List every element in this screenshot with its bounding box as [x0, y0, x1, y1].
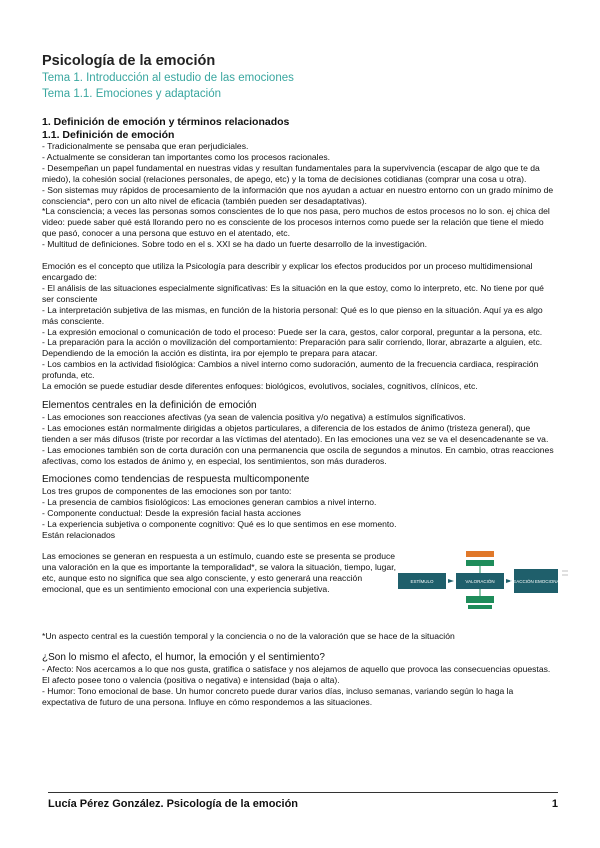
paragraph: - La preparación para la acción o movilización del comportamiento: Preparación para salir corriendo, llorar, abrazarte a alguien, etc. Dependiendo de la emoción la acción es distinta, ira por ejemplo te prepara para atacar. — [42, 337, 543, 359]
page-footer — [48, 792, 558, 815]
paragraph: - Desempeñan un papel fundamental en nuestras vidas y resultan fundamentales para la supervivencia (escapar de algo que te da miedo), la cohesión social (relaciones personales, de apego, etc) y la toma de decisiones cotidianas (comprar una cosa u otra). — [42, 162, 540, 184]
paragraph-group-components — [42, 486, 558, 541]
paragraph: - La presencia de cambios fisiológicos: Las emociones generan cambios a nivel interno. — [42, 497, 377, 508]
paragraph: - La expresión emocional o comunicación de todo el proceso: Puede ser la cara, gestos, calor corporal, preguntar a la persona, etc. — [42, 326, 543, 337]
section-heading: 1. Definición de emoción y términos relacionados — [42, 116, 290, 128]
page-number: 1 — [551, 798, 558, 810]
diagram-bottom-box — [466, 596, 494, 603]
section-heading: Elementos centrales en la definición de emoción — [42, 399, 257, 411]
paragraph-group-elements — [42, 412, 558, 467]
paragraph: - Las emociones están normalmente dirigidas a objetos particulares, a diferencia de los estados de ánimo (tristeza general), que tienden a ser más difusos (triste por recordar a las víctimas del atentado). En las emociones una vez se va el desencadenante se va. — [42, 422, 549, 444]
paragraph: - Actualmente se consideran tan importantes como los procesos racionales. — [42, 151, 331, 162]
paragraph: - Afecto: Nos acercamos a lo que nos gusta, gratifica o satisface y nos alejamos de aquello que provoca las consecuencias opuestas. — [42, 663, 551, 674]
paragraph: - Las emociones también son de corta duración con una permanencia que oscila de segundos a minutos. En cambio, otras reacciones afectivas, como los estados de ánimo y, en especial, los sentimientos, son más duraderos. — [42, 444, 554, 466]
paragraph: - La interpretación subjetiva de las mismas, en función de la historia personal: Qué es lo que pienso en la situación. Aquí ya es algo más consciente. — [42, 304, 543, 326]
diagram-top-box — [466, 551, 494, 557]
subtopic-title: Tema 1.1. Emociones y adaptación — [42, 88, 221, 100]
paragraph: - La experiencia subjetiva o componente cognitivo: Qué es lo que sentimos en ese momento. — [42, 519, 397, 530]
section-heading: ¿Son lo mismo el afecto, el humor, la emoción y el sentimiento? — [42, 651, 325, 663]
diagram-box-appraisal-label: VALORACIÓN — [465, 579, 495, 584]
paragraph: Los tres grupos de componentes de las emociones son por tanto: — [42, 486, 292, 497]
diagram-bottom-box-2 — [468, 605, 492, 609]
document-page — [42, 52, 563, 708]
paragraph-group-definition — [42, 141, 558, 250]
paragraph: - Multitud de definiciones. Sobre todo en el s. XXI se ha dado un fuerte desarrollo de la investigación. — [42, 239, 428, 250]
diagram-box-reaction-label: REACCIÓN EMOCIONAL — [509, 579, 563, 584]
paragraph: - Los cambios en la actividad fisiológica: Cambios a nivel interno como sudoración, aumento de la frecuencia cardiaca, respiración profunda, etc. — [42, 359, 539, 381]
diagram-top-box-2 — [466, 560, 494, 566]
paragraph: - Humor: Tono emocional de base. Un humor concreto puede durar varios días, incluso semanas, variando según lo haga la expectativa de futuro de una persona. Influye en cómo respondemos a las situaciones. — [42, 685, 514, 707]
paragraph: - Las emociones son reacciones afectivas (ya sean de valencia positiva y/o negativa) a estímulos significativos. — [42, 411, 466, 422]
paragraph: *Un aspecto central es la cuestión temporal y la conciencia o no de la valoración que se hace de la situación — [42, 631, 455, 641]
paragraph: - Son sistemas muy rápidos de procesamiento de la información que nos ayudan a actuar en nuestro entorno con un grado mínimo de consciencia*, pero con un alto nivel de eficacia (también pueden ser desadaptativas). — [42, 184, 554, 206]
emotion-process-diagram — [398, 547, 568, 625]
document-title: Psicología de la emoción — [42, 53, 216, 69]
paragraph-group-process — [42, 261, 558, 392]
diagram-block — [42, 551, 563, 631]
paragraph: Están relacionados — [42, 530, 116, 541]
spacer — [42, 250, 558, 261]
arrow-right-icon — [448, 579, 454, 583]
paragraph: La emoción se puede estudiar desde diferentes enfoques: biológicos, evolutivos, sociales, cognitivos, clínicos, etc. — [42, 381, 478, 392]
paragraph: El afecto posee tono o valencia (positiva o negativa) e intensidad (baja o alta). — [42, 674, 340, 685]
diagram-box-stimulus-label: ESTÍMULO — [410, 579, 434, 584]
subsection-heading: 1.1. Definición de emoción — [42, 129, 175, 141]
section-heading: Emociones como tendencias de respuesta multicomponente — [42, 474, 310, 486]
paragraph: - Componente conductual: Desde la expresión facial hasta acciones — [42, 508, 301, 519]
topic-title: Tema 1. Introducción al estudio de las emociones — [42, 72, 294, 84]
footer-author: Lucía Pérez González. Psicología de la emoción — [48, 798, 299, 810]
paragraph: - El análisis de las situaciones especialmente significativas: Es la situación en la que estoy, como lo interpreto, etc. No tiene por qué ser consciente — [42, 282, 544, 304]
paragraph: Las emociones se generan en respuesta a un estímulo, cuando este se presenta se produce una valoración en la que es importante la temporalidad*, se valora la situación, tiempo, lugar, etc, aunque esto no significa que sea algo consciente, y esto generará una reacción emocional, que es un sentimiento emocional con una experiencia subjetiva. — [42, 551, 396, 594]
paragraph: *La consciencia; a veces las personas somos conscientes de lo que nos pasa, pero muchos de estos procesos no lo son. ej chica del video: puede saber qué está llorando pero no es consciente de los procesos internos como puede ser la relación que tiene el miedo que pasó, conocer a una persona que estuvo en el atentado, etc. — [42, 206, 550, 239]
paragraph-group-affect — [42, 664, 558, 708]
paragraph: Emoción es el concepto que utiliza la Psicología para describir y explicar los efectos producidos por un proceso multidimensional encargado de: — [42, 261, 533, 282]
paragraph: - Tradicionalmente se pensaba que eran perjudiciales. — [42, 141, 249, 151]
